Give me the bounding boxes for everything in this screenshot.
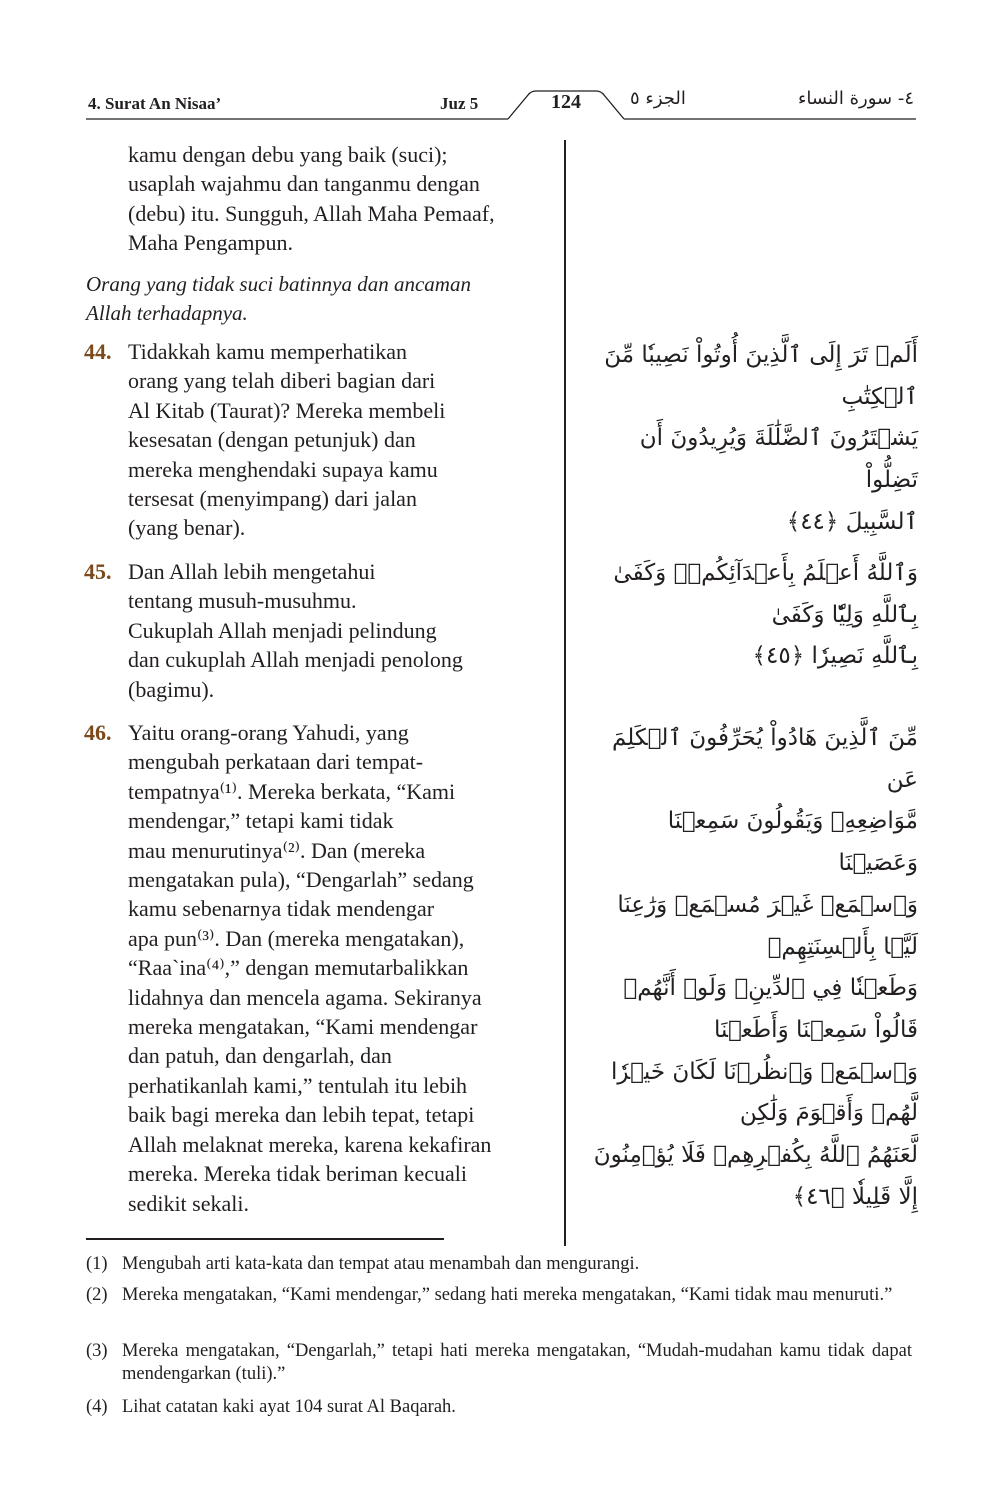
text-line: “Raa`ina⁽⁴⁾,” dengan memutarbalikkan: [128, 955, 469, 981]
text-line: baik bagi mereka dan lebih tepat, tetapi: [128, 1102, 475, 1128]
text-line: dan patuh, dan dengarlah, dan: [128, 1043, 392, 1069]
verse-number: 44.: [84, 339, 112, 364]
text-line: Allah melaknat mereka, karena kekafiran: [128, 1131, 492, 1157]
text-line: dan cukuplah Allah menjadi penolong: [128, 647, 463, 673]
footnote-number: (3): [86, 1341, 108, 1361]
arabic-line: وَٱللَّهُ أَعۡلَمُ بِأَعۡدَآئِكُمۡۚ وَكَفَىٰ بِٱللَّهِ وَلِيّٗا وَكَفَىٰ: [613, 560, 918, 628]
arabic-line: مِّنَ ٱلَّذِينَ هَادُواْ يُحَرِّفُونَ ٱلۡكَلِمَ عَن: [611, 725, 918, 793]
subtitle-line: Orang yang tidak suci batinnya dan ancaman: [86, 272, 471, 296]
footnote-text: Mereka mengatakan, “Kami mendengar,” sedang hati mereka mengatakan, “Kami tidak mau menuruti.”: [122, 1285, 893, 1305]
footnote: [86, 1340, 916, 1386]
verse-number: 46.: [84, 720, 112, 745]
verse-arabic: [588, 553, 918, 678]
text-line: Tidakkah kamu memperhatikan: [128, 339, 408, 364]
footnote-text: Mengubah arti kata-kata dan tempat atau menambah dan mengurangi.: [122, 1254, 640, 1274]
verse-translation: [128, 718, 553, 1218]
juz-label: Juz 5: [440, 94, 479, 113]
text-line: orang yang telah diberi bagian dari: [128, 368, 436, 394]
arabic-line: ٱلسَّبِيلَ ﴿٤٤﴾: [786, 508, 918, 535]
text-line: sedikit sekali.: [128, 1190, 249, 1216]
intro-paragraph: [128, 140, 553, 258]
text-line: mengatakan pula), “Dengarlah” sedang: [128, 867, 474, 893]
text-line: (yang benar).: [128, 515, 246, 541]
arabic-line: لَّعَنَهُمُ ٱللَّهُ بِكُفۡرِهِمۡ فَلَا يُؤۡمِنُونَ إِلَّا قَلِيلٗا ﴿٤٦﴾: [593, 1142, 918, 1210]
text-line: mau menurutinya⁽²⁾. Dan (mereka: [128, 837, 426, 863]
footnote-text: Mereka mengatakan, “Dengarlah,” tetapi hati mereka mengatakan, “Mudah-mudahan kamu tidak dapat mendengarkan (tuli).”: [122, 1341, 912, 1384]
arabic-line: وَطَعۡنٗا فِي ٱلدِّينِۚ وَلَوۡ أَنَّهُمۡ قَالُواْ سَمِعۡنَا وَأَطَعۡنَا: [623, 975, 918, 1043]
header-rule: [0, 0, 1000, 140]
text-line: lidahnya dan mencela agama. Sekiranya: [128, 984, 482, 1010]
text-line: tempatnya⁽¹⁾. Mereka berkata, “Kami: [128, 778, 456, 804]
text-line: mengubah perkataan dari tempat-: [128, 749, 424, 775]
verse-translation: [128, 337, 553, 543]
text-line: Al Kitab (Taurat)? Mereka membeli: [128, 397, 446, 423]
surah-arabic: ٤- سورة النساء: [797, 88, 914, 109]
arabic-line: وَٱسۡمَعۡ غَيۡرَ مُسۡمَعٖ وَرَٰعِنَا لَيَّۢا بِأَلۡسِنَتِهِمۡ: [617, 891, 918, 960]
text-line: tentang musuh-musuhmu.: [128, 588, 357, 614]
arabic-line: أَلَمۡ تَرَ إِلَى ٱلَّذِينَ أُوتُواْ نَصِيبٗا مِّنَ ٱلۡكِتَٰبِ: [604, 342, 918, 410]
text-line: mereka. Mereka tidak beriman kecuali: [128, 1161, 468, 1187]
arabic-line: مَّوَاضِعِهِۦ وَيَقُولُونَ سَمِعۡنَا وَعَصَيۡنَا: [667, 808, 918, 877]
arabic-line: يَشۡتَرُونَ ٱلضَّلَٰلَةَ وَيُرِيدُونَ أَن تَضِلُّواْ: [639, 425, 918, 494]
text-line: mereka menghendaki supaya kamu: [128, 456, 438, 482]
footnote-rule: [86, 1238, 444, 1240]
text-line: apa pun⁽³⁾. Dan (mereka mengatakan),: [128, 925, 465, 951]
verse-number: 45.: [84, 559, 112, 584]
arabic-line: بِٱللَّهِ نَصِيرٗا ﴿٤٥﴾: [752, 643, 918, 670]
text-line: kesesatan (dengan petunjuk) dan: [128, 427, 416, 453]
text-line: perhatikanlah kami,” tentulah itu lebih: [128, 1072, 468, 1098]
column-divider: [564, 140, 566, 1246]
footnote-number: (2): [86, 1285, 108, 1305]
text-line: Cukuplah Allah menjadi pelindung: [128, 617, 437, 643]
footnote-text: Lihat catatan kaki ayat 104 surat Al Baqarah.: [122, 1397, 456, 1417]
verse-translation: [128, 557, 553, 704]
text-line: (bagimu).: [128, 676, 215, 702]
verse-arabic: [588, 718, 918, 1218]
juz-arabic: الجزء ٥: [630, 88, 686, 109]
footnote: [86, 1284, 916, 1307]
section-subtitle: [86, 270, 556, 328]
arabic-line: وَٱسۡمَعۡ وَٱنظُرۡنَا لَكَانَ خَيۡرٗا لَّهُمۡ وَأَقۡوَمَ وَلَٰكِن: [611, 1058, 918, 1127]
text-line: kamu dengan debu yang baik (suci);: [128, 142, 448, 167]
text-line: mendengar,” tetapi kami tidak: [128, 808, 394, 834]
text-line: Yaitu orang-orang Yahudi, yang: [128, 720, 409, 745]
footnote: [86, 1253, 916, 1276]
footnote: [86, 1396, 916, 1419]
footnote-number: (4): [86, 1397, 108, 1417]
verse-arabic: [588, 335, 918, 544]
text-line: mereka mengatakan, “Kami mendengar: [128, 1014, 478, 1040]
text-line: tersesat (menyimpang) dari jalan: [128, 486, 417, 512]
text-line: kamu sebenarnya tidak mendengar: [128, 896, 435, 922]
subtitle-line: Allah terhadapnya.: [86, 301, 248, 325]
surah-title: 4. Surat An Nisaa’: [88, 94, 222, 113]
text-line: Maha Pengampun.: [128, 230, 293, 256]
text-line: Dan Allah lebih mengetahui: [128, 559, 376, 584]
text-line: (debu) itu. Sungguh, Allah Maha Pemaaf,: [128, 200, 495, 226]
page-number: 124: [551, 91, 581, 113]
text-line: usaplah wajahmu dan tanganmu dengan: [128, 171, 480, 197]
footnote-number: (1): [86, 1254, 108, 1274]
